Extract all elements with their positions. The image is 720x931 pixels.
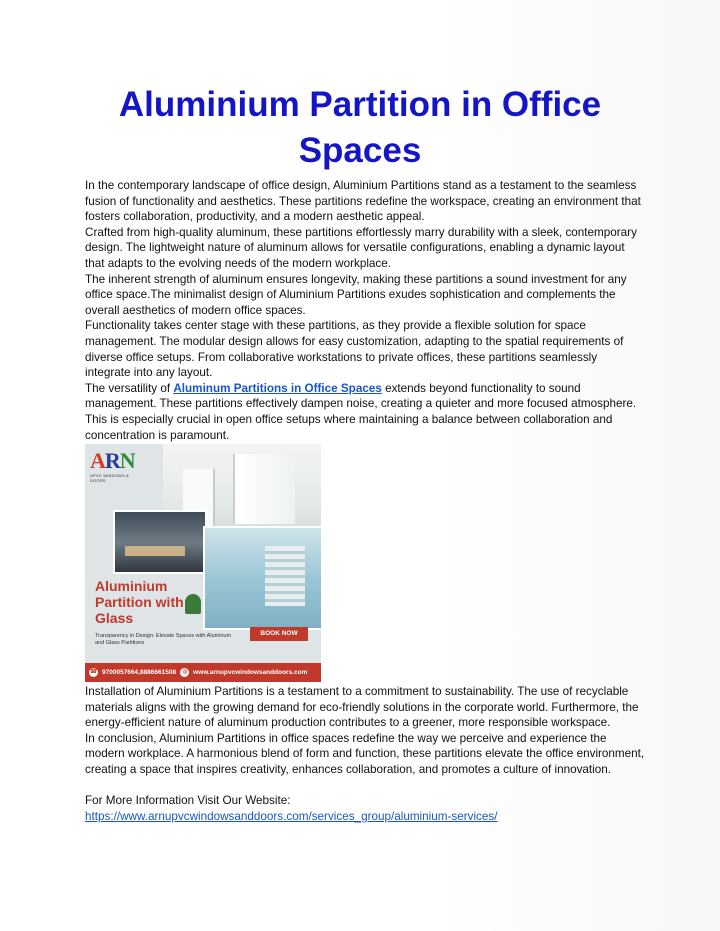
company-logo: ARN UPVC WINDOWS & DOORS — [90, 448, 135, 483]
book-now-button: BOOK NOW — [250, 627, 308, 641]
paragraph-versatility — [85, 381, 645, 443]
paragraph-materials: Crafted from high-quality aluminum, these partitions effortlessly marry durability with a sleek, contemporary design. The lightweight nature of aluminum allows for versatile configurations, enabling a dynamic layout that adapts to the evolving needs of the modern workplace. — [85, 225, 637, 270]
office-photo-workstation — [113, 510, 207, 574]
promo-website: www.arnupvcwindowsanddoors.com — [193, 669, 308, 676]
promo-headline: Aluminium Partition with Glass — [95, 578, 184, 626]
globe-icon: ◍ — [181, 669, 188, 675]
office-photo-glass-partition — [203, 526, 321, 630]
paragraph-strength: The inherent strength of aluminum ensures longevity, making these partitions a sound investment for any office space.The minimalist design of Aluminium Partitions exudes sophistication and complements the overall aesthetics of modern office spaces. — [85, 272, 627, 317]
article-body-top — [85, 178, 645, 443]
versatility-text-before: The versatility of — [85, 381, 174, 395]
promo-image — [85, 444, 321, 682]
more-info-label: For More Information Visit Our Website: — [85, 794, 291, 808]
paragraph-functionality: Functionality takes center stage with these partitions, as they provide a flexible solution for space management. The modular design allows for easy customization, adapting to the spatial requirements of diverse office setups. From collaborative workstations to private offices, these partitions seamlessly integrate into any layout. — [85, 319, 624, 380]
page-title: Aluminium Partition in Office Spaces — [118, 85, 602, 170]
versatility-text-after: extends beyond functionality to sound management. These partitions effectively dampen noise, creating a quieter and more focused atmosphere. This is especially crucial in open office setups where maintaining a balance between collaboration and concentration is paramount. — [85, 381, 637, 442]
paragraph-installation: Installation of Aluminium Partitions is a testament to a commitment to sustainability. The use of recyclable materials aligns with the growing demand for eco-friendly solutions in the corporate world. Furthermore, the energy-efficient nature of aluminum production contributes to a greener, more responsible workspace. — [85, 685, 639, 730]
paragraph-intro: In the contemporary landscape of office design, Aluminium Partitions stand as a testament to the seamless fusion of functionality and aesthetics. These partitions redefine the workspace, creating an environment that fosters collaboration, productivity, and a modern aesthetic appeal. — [85, 179, 641, 224]
article-body-bottom — [85, 684, 645, 824]
phone-icon: ☎ — [89, 669, 98, 675]
website-link[interactable]: https://www.arnupvcwindowsanddoors.com/services_group/aluminium-services/ — [85, 809, 498, 823]
aluminum-partitions-link[interactable]: Aluminum Partitions in Office Spaces — [173, 381, 382, 395]
promo-phone: 9700057664,8886661508 — [102, 669, 177, 676]
promo-contact-bar — [85, 663, 321, 682]
promo-tagline: Transparency in Design: Elevate Spaces with Aluminum and Glass Partitions — [95, 633, 232, 646]
paragraph-conclusion: In conclusion, Aluminium Partitions in office spaces redefine the way we perceive and experience the modern workplace. A harmonious blend of form and function, these partitions elevate the office environment, creating a space that inspires creativity, enhances collaboration, and promotes a culture of innovation. — [85, 731, 645, 776]
